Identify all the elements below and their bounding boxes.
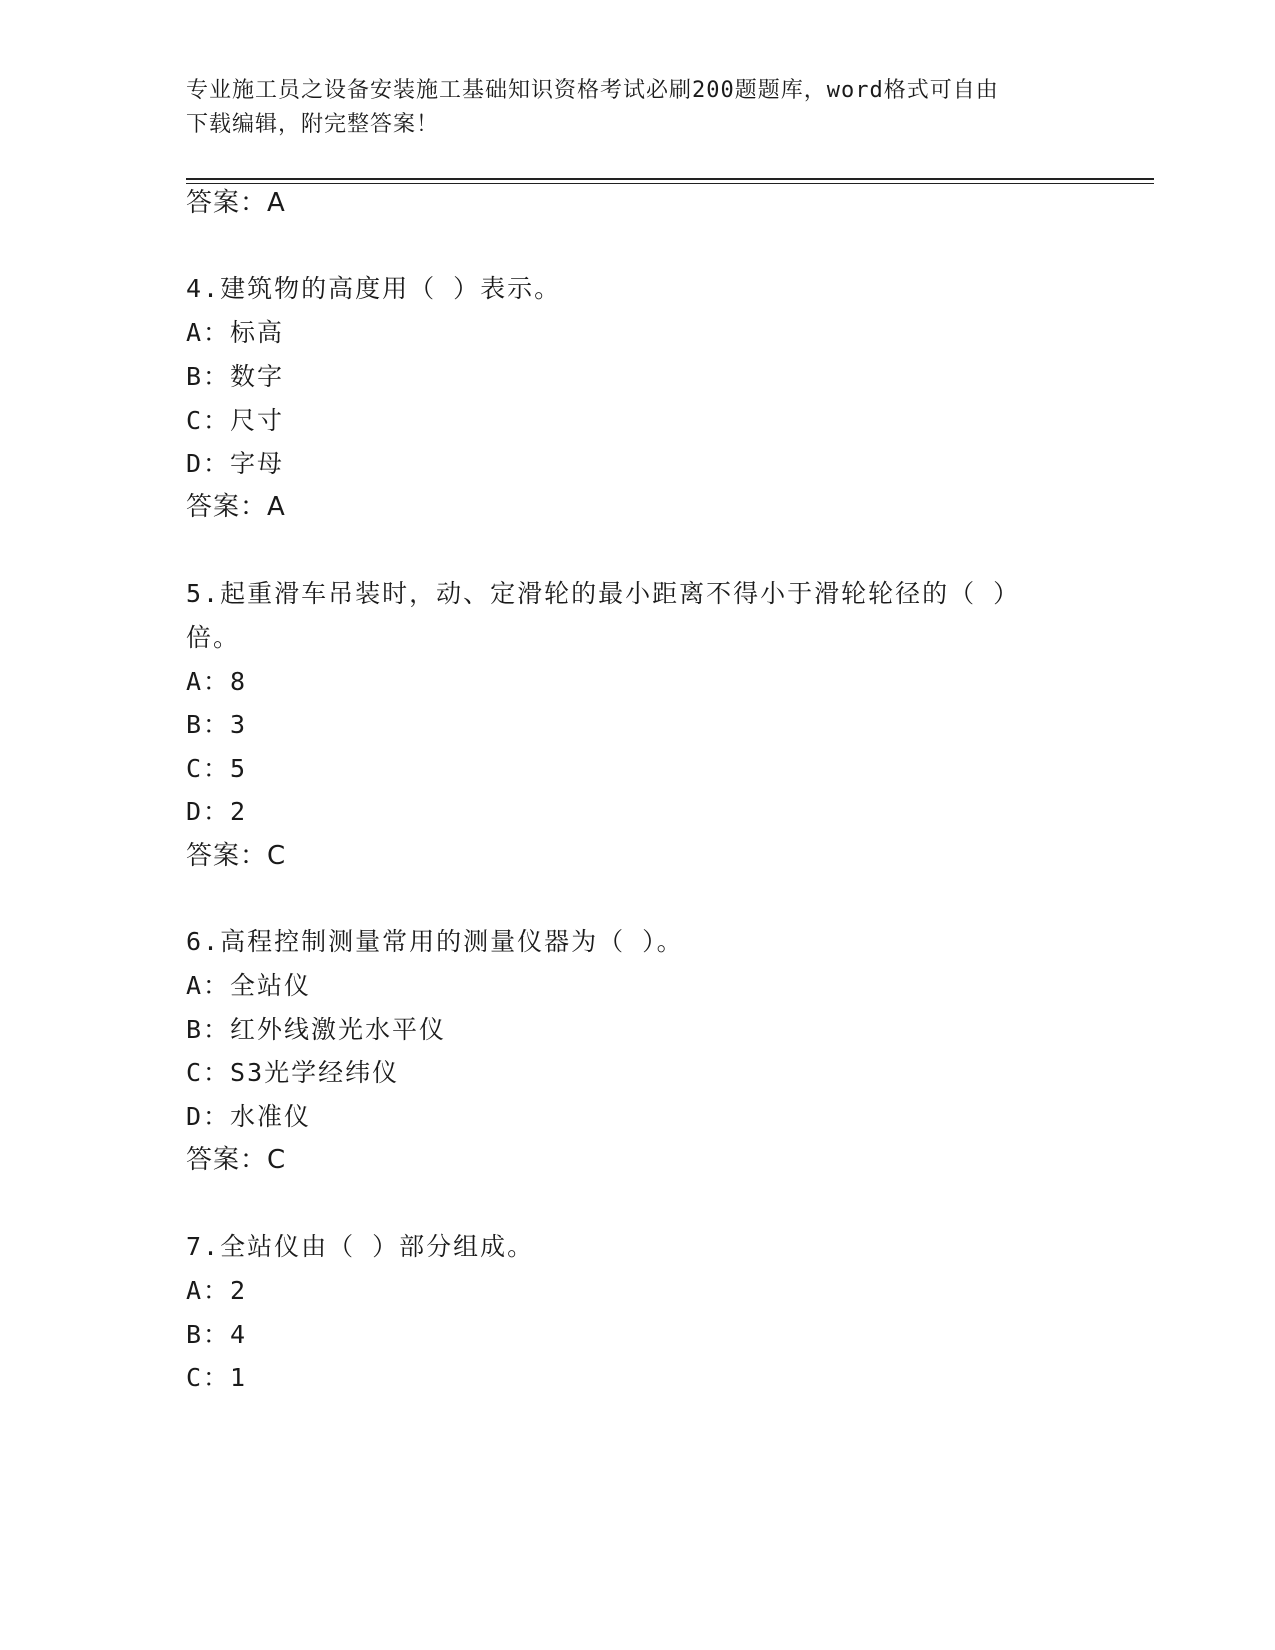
q5-option-b: B：3	[186, 710, 248, 739]
q6-option-a: A：全站仪	[186, 971, 312, 1000]
q6-option-d: D：水准仪	[186, 1102, 312, 1131]
q7-option-a: A：2	[186, 1276, 248, 1305]
q7-option-c: C：1	[186, 1363, 248, 1392]
q5-option-d: D：2	[186, 797, 248, 826]
q6-stem: 6.高程控制测量常用的测量仪器为（ ）。	[186, 927, 684, 956]
q6-answer: 答案：C	[186, 1145, 287, 1175]
q5-answer: 答案：C	[186, 841, 287, 871]
header-divider-bottom	[186, 183, 1154, 184]
q4-option-b: B：数字	[186, 362, 285, 391]
header-line-2: 下载编辑，附完整答案！	[186, 112, 440, 137]
q4-option-d: D：字母	[186, 449, 285, 478]
q5-option-c: C：5	[186, 754, 248, 783]
q6-option-b: B：红外线激光水平仪	[186, 1015, 447, 1044]
header-divider-top	[186, 178, 1154, 180]
q7-option-b: B：4	[186, 1320, 248, 1349]
q4-stem: 4.建筑物的高度用（ ）表示。	[186, 274, 562, 303]
q4-answer: 答案：A	[186, 492, 286, 522]
q4-option-a: A：标高	[186, 318, 285, 347]
q5-option-a: A：8	[186, 667, 248, 696]
q5-stem-line-2: 倍。	[186, 623, 241, 652]
previous-answer: 答案：A	[186, 188, 286, 218]
header-line-1: 专业施工员之设备安装施工基础知识资格考试必刷200题题库，word格式可自由	[186, 78, 999, 103]
q5-stem-line-1: 5.起重滑车吊装时，动、定滑轮的最小距离不得小于滑轮轮径的（ ）	[186, 579, 1021, 608]
q6-option-c: C：S3光学经纬仪	[186, 1058, 400, 1087]
document-header	[186, 74, 1066, 142]
q4-option-c: C：尺寸	[186, 406, 285, 435]
q7-stem: 7.全站仪由（ ）部分组成。	[186, 1232, 535, 1261]
